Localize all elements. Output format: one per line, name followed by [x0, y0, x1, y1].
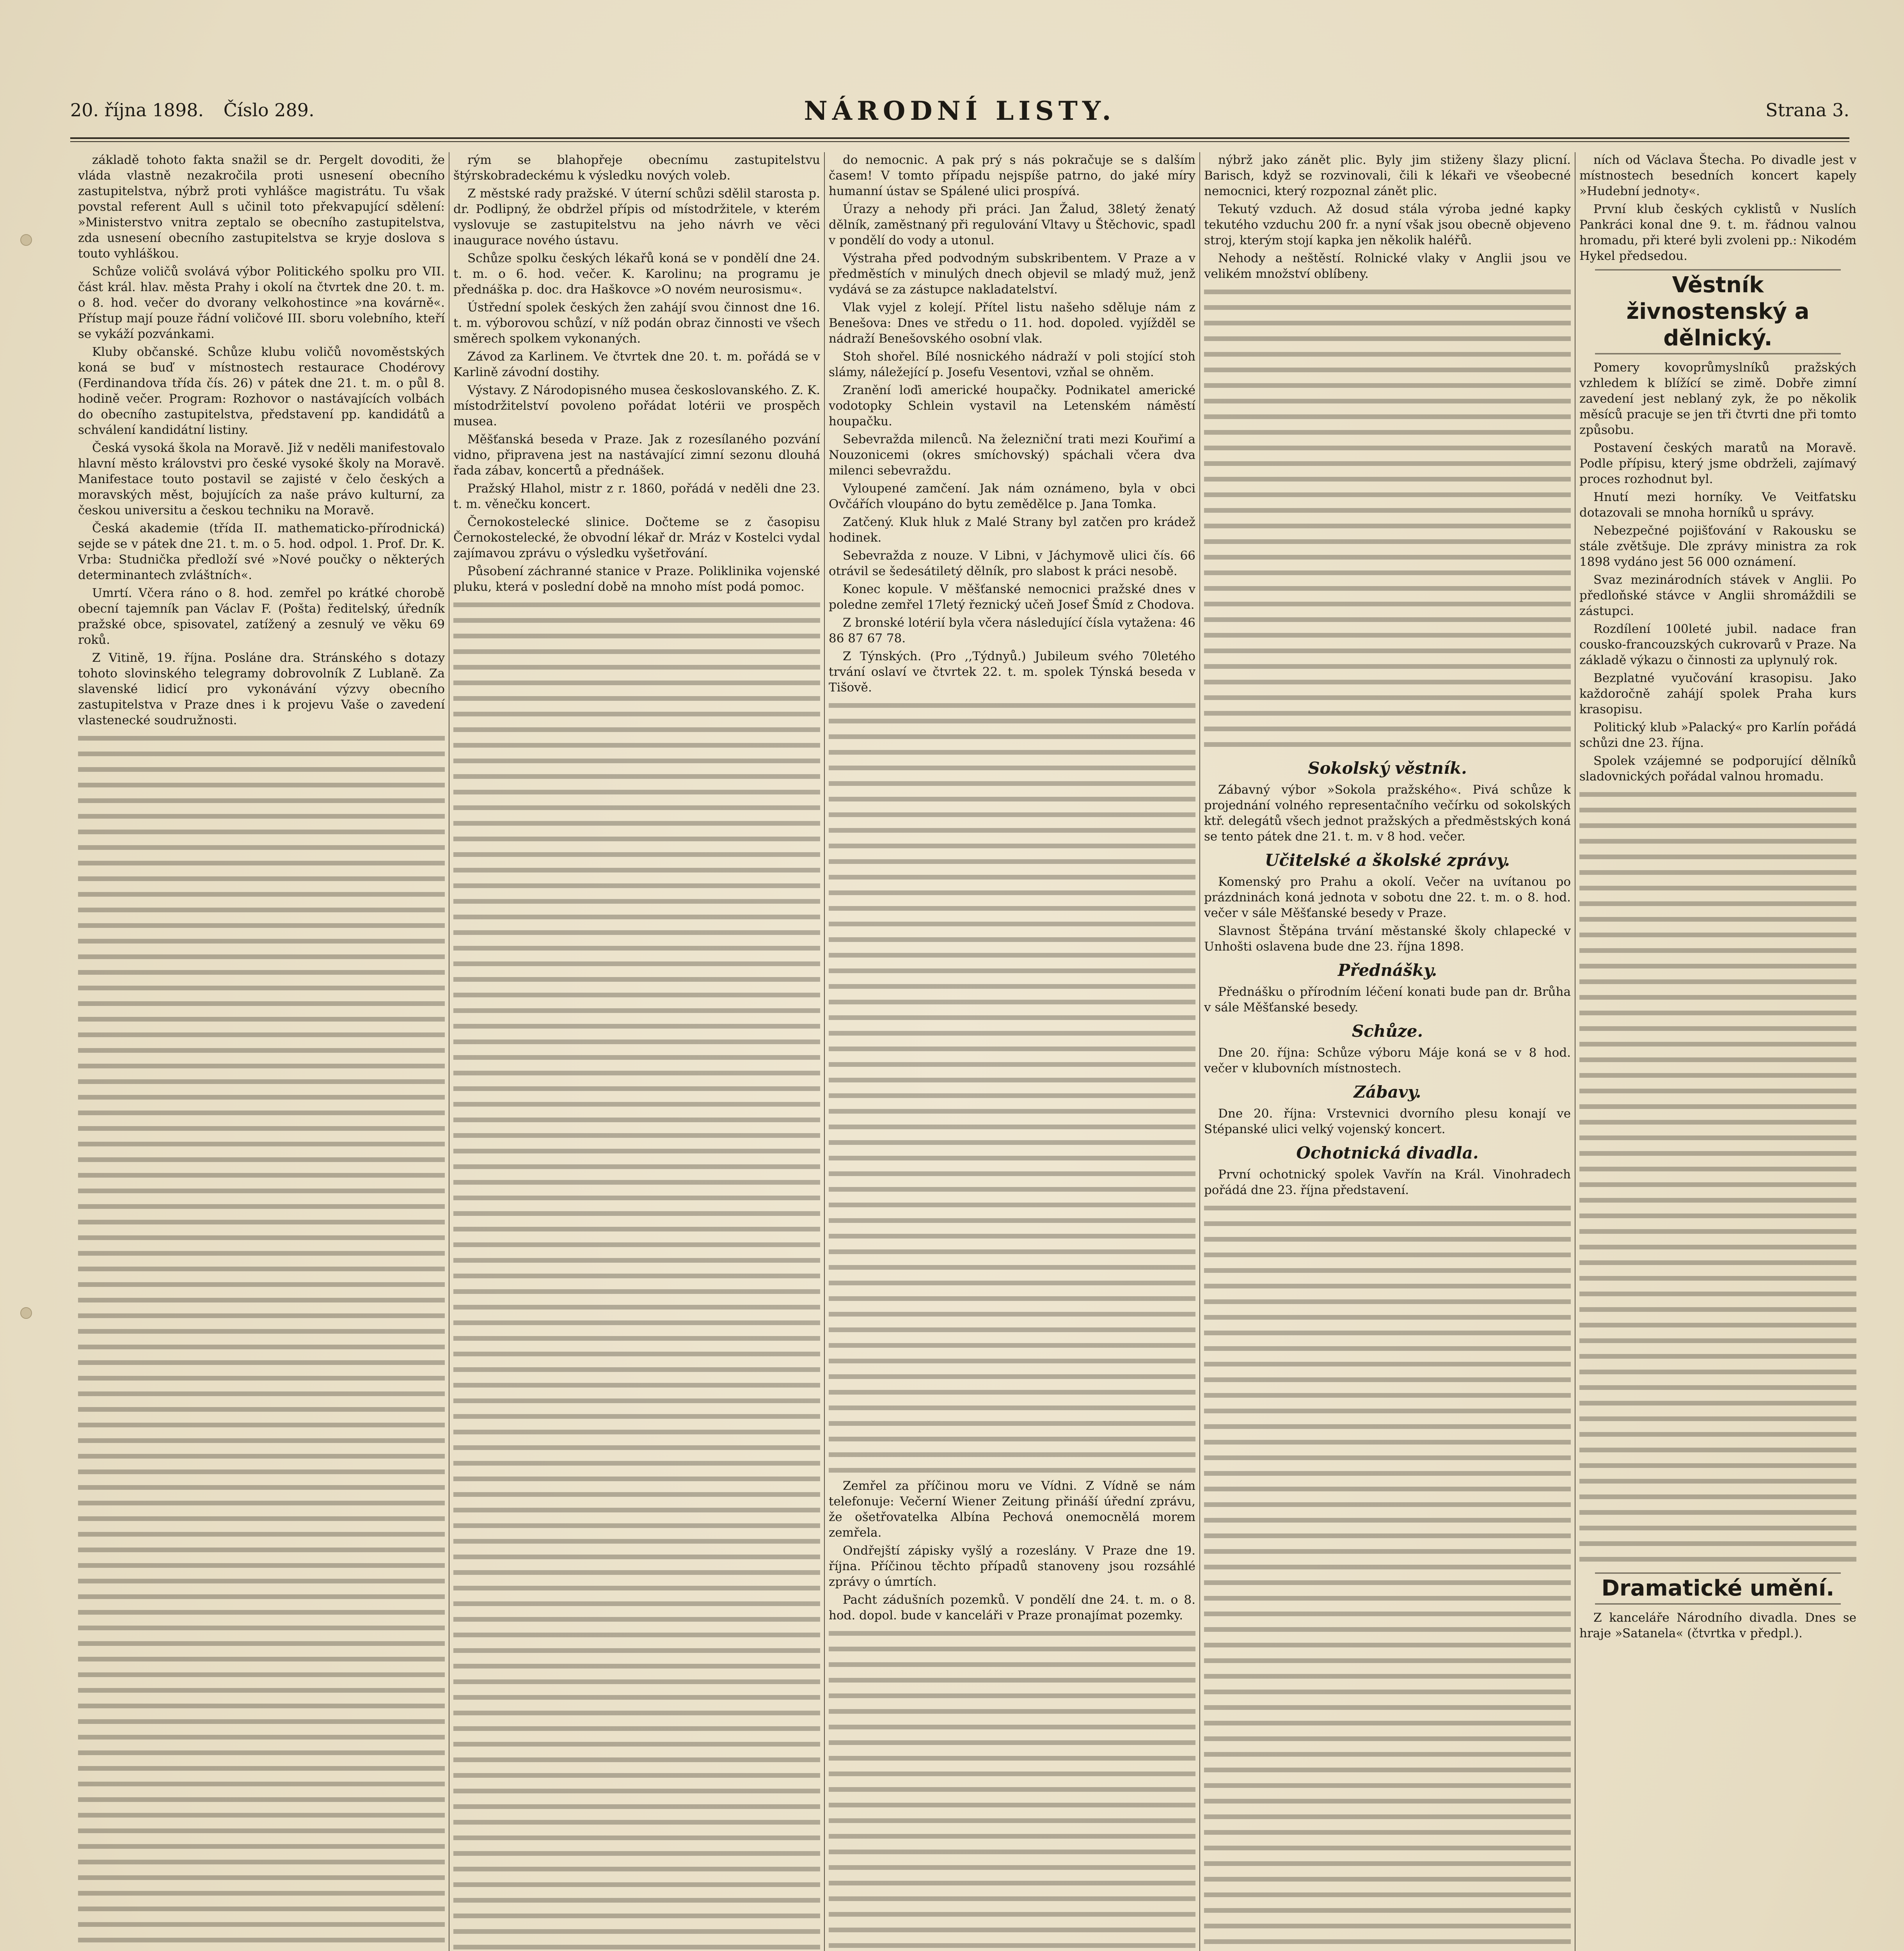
article-paragraph: základě tohoto fakta snažil se dr. Pergelt dovoditi, že vláda vlastně nezakročila proti usnesení obecního zastupitelstva, nýbrž proti vyhlášce magistrátu. Tu však povstal referent Aull s učinil toto překvapující sdělení: »Ministerstvo vnitra zeptalo se obecního zastupitelstva, zda usnesení obecního zastupitelstva se kryje doslova s touto vyhláškou. [78, 153, 445, 261]
article-paragraph: Závod za Karlinem. Ve čtvrtek dne 20. t. m. pořádá se v Karlině závodní dostihy. [453, 350, 820, 379]
column-4 [1204, 152, 1571, 1951]
article-paragraph: Postavení českých maratů na Moravě. Podle přípisu, který jsme obdrželi, zajímavý proces rozhodnut byl. [1579, 441, 1856, 486]
article-paragraph: Úrazy a nehody při práci. Jan Žalud, 38letý ženatý dělník, zaměstnaný při regulování Vltavy u Štěchovic, spadl v pondělí do vody a utonul. [829, 202, 1195, 247]
article-paragraph: Schůze spolku českých lékařů koná se v pondělí dne 24. t. m. o 6. hod. večer. K. Karolinu; na programu je přednáška p. doc. dra Haškovce »O novém neurosismu«. [453, 251, 820, 297]
article-paragraph: Sebevražda z nouze. V Libni, v Jáchymově ulici čís. 66 otrávil se šedesátiletý dělník, pro slabost k práci nesobě. [829, 549, 1195, 578]
article-paragraph: Hnutí mezi horníky. Ve Veitfatsku dotazovali se mnoha horníků u správy. [1579, 490, 1856, 520]
column-1 [78, 152, 445, 1951]
article-paragraph: Zemřel za příčinou moru ve Vídni. Z Vídně se nám telefonuje: Večerní Wiener Zeitung přináší úřední zprávu, že ošetřovatelka Albína Pechová onemocnělá morem zemřela. [829, 1479, 1195, 1540]
newspaper-title: NÁRODNÍ LISTY. [804, 96, 1116, 126]
header-rule-thin [70, 141, 1849, 142]
article-paragraph: Měšťanská beseda v Praze. Jak z rozesílaného pozvání vidno, připravena jest na nastávající zimní sezonu dlouhá řada zábav, koncertů a přednášek. [453, 432, 820, 478]
column-3 [829, 152, 1195, 1951]
article-paragraph: Spolek vzájemné se podporující dělníků sladovnických pořádal valnou hromadu. [1579, 754, 1856, 784]
article-paragraph: Pomery kovoprůmyslníků pražských vzhledem k blížící se zimě. Dobře zimní zavedení jest neblaný zyk, že po několik měsíců pracuje se jen tři čtvrti dne při tomto způsobu. [1579, 361, 1856, 437]
perforation-hole [20, 1307, 32, 1319]
column-5 [1579, 152, 1856, 1951]
article-paragraph: Vyloupené zamčení. Jak nám oznámeno, byla v obci Ovčářích vloupáno do bytu zemědělce p. Jana Tomka. [829, 482, 1195, 511]
article-paragraph: Konec kopule. V měšťanské nemocnici pražské dnes v poledne zemřel 17letý řeznický učeň Josef Šmíd z Chodova. [829, 582, 1195, 612]
article-paragraph: Výstavy. Z Národopisného musea českoslovanského. Z. K. místodržitelství povoleno pořádat lotérii ve prospěch musea. [453, 383, 820, 428]
section-heading: Přednášky. [1337, 961, 1437, 980]
article-paragraph: Přednášku o přírodním léčení konati bude pan dr. Brůha v sále Měšťanské besedy. [1204, 985, 1571, 1015]
article-paragraph: Zatčený. Kluk hluk z Malé Strany byl zatčen pro krádež hodinek. [829, 515, 1195, 545]
column-divider [1199, 152, 1200, 1951]
article-paragraph: Dne 20. října: Vrstevnici dvorního plesu konají ve Stépanské ulici velký vojenský koncert. [1204, 1107, 1571, 1136]
article-paragraph: Z Týnských. (Pro ,,Týdnyů.) Jubileum svého 70letého trvání oslaví ve čtvrtek 22. t. m. spolek Týnská beseda v Tišově. [829, 649, 1195, 695]
issue-date: 20. října 1898. [70, 100, 204, 121]
article-paragraph: Sebevražda milenců. Na železniční trati mezi Kouřimí a Nouzonicemi (okres smíchovský) spáchali včera dva milenci sebevraždu. [829, 432, 1195, 478]
article-paragraph: Pacht zádušních pozemků. V pondělí dne 24. t. m. o 8. hod. dopol. bude v kanceláři v Praze pronajímat pozemky. [829, 1593, 1195, 1622]
article-paragraph: Rozdílení 100leté jubil. nadace fran cousko-francouzských cukrovarů v Praze. Na základě výkazu o činnosti za uplynulý rok. [1579, 622, 1856, 667]
section-heading: Zábavy. [1353, 1082, 1421, 1102]
article-paragraph: Politický klub »Palacký« pro Karlín pořádá schůzi dne 23. října. [1579, 720, 1856, 750]
article-paragraph: Stoh shořel. Bílé nosnického nádraží v poli stojící stoh slámy, náležející p. Josefu Vesentovi, vzňal se ohněm. [829, 350, 1195, 379]
article-paragraph: Schůze voličů svolává výbor Politického spolku pro VII. část král. hlav. města Prahy i okolí na čtvrtek dne 20. t. m. o 8. hod. večer do dvorany velkohostince »na kovárně«. Přístup mají pouze řádní voličové III. sboru volebního, kteří se vykáží pozvánkami. [78, 265, 445, 341]
article-paragraph: První klub českých cyklistů v Nuslích Pankráci konal dne 9. t. m. řádnou valnou hromadu, při které byli zvoleni pp.: Nikodém Hykel předsedou. [1579, 202, 1856, 263]
article-paragraph: Tekutý vzduch. Až dosud stála výroba jedné kapky tekutého vzduchu 200 fr. a nyní však jsou obecně objeveno stroj, kterým stojí kapka jen několik haléřů. [1204, 202, 1571, 247]
article-paragraph: První ochotnický spolek Vavřín na Král. Vinohradech pořádá dne 23. října představení. [1204, 1167, 1571, 1197]
article-paragraph: Bezplatné vyučování krasopisu. Jako každoročně zahájí spolek Praha kurs krasopisu. [1579, 671, 1856, 716]
text-lines [453, 597, 820, 1951]
article-paragraph: Vlak vyjel z kolejí. Přítel listu našeho sděluje nám z Benešova: Dnes ve středu o 11. hod. dopoled. vyjížděl se nádraží Benešovského osobní vlak. [829, 300, 1195, 346]
article-paragraph: Černokostelecké slinice. Dočteme se z časopisu Černokostelecké, že obvodní lékař dr. Mráz v Kostelci vydal zajímavou zprávu o výsledku vyšetřování. [453, 515, 820, 560]
text-lines [78, 730, 445, 1951]
article-paragraph: Svaz mezinárodních stávek v Anglii. Po předloňské stávce v Anglii shromáždili se zástupci. [1579, 573, 1856, 618]
text-lines [1204, 1200, 1571, 1951]
text-lines [829, 1626, 1195, 1951]
column-2 [453, 152, 820, 1951]
column-divider [824, 152, 825, 1951]
perforation-hole [20, 234, 32, 246]
article-paragraph: Dne 20. října: Schůze výboru Máje koná se v 8 hod. večer v klubovních místnostech. [1204, 1046, 1571, 1075]
article-paragraph: Pražský Hlahol, mistr z r. 1860, pořádá v neděli dne 23. t. m. věnečku koncert. [453, 482, 820, 511]
article-paragraph: Ústřední spolek českých žen zahájí svou činnost dne 16. t. m. výborovou schůzí, v níž podán obraz činnosti ve všech směrech spolkem vykonaných. [453, 300, 820, 346]
article-paragraph: Z kanceláře Národního divadla. Dnes se hraje »Satanela« (čtvrtka v předpl.). [1579, 1611, 1856, 1640]
article-paragraph: Působení záchranné stanice v Praze. Poliklinika vojenské pluku, která v poslední době na mnoho míst podá pomoc. [453, 564, 820, 594]
section-heading: Sokolský věstník. [1308, 759, 1467, 778]
article-paragraph: Zranění loďi americké houpačky. Podnikatel americké vodotopky Schlein vystavil na Letenském náměstí houpačku. [829, 383, 1195, 428]
article-paragraph: Výstraha před podvodným subskribentem. V Praze a v předměstích v minulých dnech objevil se mladý muž, jenž vydává se za zástupce nakladatelství. [829, 251, 1195, 297]
section-heading: Ochotnická divadla. [1296, 1143, 1479, 1162]
article-paragraph: Zábavný výbor »Sokola pražského«. Pivá schůze k projednání volného representačního večírku od sokolských ktř. delegátů všech jednot pražských a předměstských koná se tento pátek dne 21. t. m. v 8 hod. večer. [1204, 783, 1571, 844]
article-paragraph: do nemocnic. A pak prý s nás pokračuje se s dalším časem! V tomto případu nejspíše patrno, do jaké míry humanní ústav se Spálené ulici prospívá. [829, 153, 1195, 198]
article-paragraph: rým se blahopřeje obecnímu zastupitelstvu štýrskobradeckému k výsledku nových voleb. [453, 153, 820, 183]
article-paragraph: Kluby občanské. Schůze klubu voličů novoměstských koná se buď v místnostech restaurace Chodérovy (Ferdinandova třída čís. 26) v pátek dne 21. t. m. o půl 8. hodině večer. Program: Rozhovor o nastávajících volbách do obecního zastupitelstva, představení pp. kandidátů a schválení kandidátní listiny. [78, 345, 445, 437]
article-paragraph: Slavnost Štěpána trvání městanské školy chlapecké v Unhošti oslavena bude dne 23. října 1898. [1204, 924, 1571, 954]
article-paragraph: ních od Václava Štecha. Po divadle jest v místnostech besedních koncert kapely »Hudební jednoty«. [1579, 153, 1856, 198]
article-paragraph: Česká vysoká škola na Moravě. Již v neděli manifestovalo hlavní město královstvi pro české vysoké školy na Moravě. Manifestace touto postavil se zajisté v čelo českých a moravských měst, bojujících za naše právo kulturní, za českou universitu a českou techniku na Moravě. [78, 441, 445, 517]
article-paragraph: Česká akademie (třída II. mathematicko-přírodnická) sejde se v pátek dne 21. t. m. o 5. hod. odpol. 1. Prof. Dr. K. Vrba: Studnička předloží své »Nové poučky o některých determinantech zvláštních«. [78, 521, 445, 582]
article-paragraph: Z Vitině, 19. října. Posláne dra. Stránského s dotazy tohoto slovinského telegramy dobrovolník Z Lublaně. Za slavenské lidicí pro vykonávání výzvy obecního zastupitelstva v Praze dnes i k projevu Vaše o zavedení vlastenecké soudružnosti. [78, 651, 445, 727]
article-paragraph: Nebezpečné pojišťování v Rakousku se stále zvětšuje. Dle zprávy ministra za rok 1898 vydáno jest 56 000 oznámení. [1579, 524, 1856, 569]
section-heading: Věstník živnostenský a dělnický. [1595, 269, 1841, 354]
text-lines [829, 698, 1195, 1478]
section-heading: Učitelské a školské zprávy. [1265, 851, 1510, 870]
article-paragraph: Z městské rady pražské. V úterní schůzi sdělil starosta p. dr. Podlipný, že obdržel přípis od místodržitele, v kterém vyslovuje se zastupitelstvu na jeho návrh ve věci inaugurace nového ústavu. [453, 187, 820, 247]
article-paragraph: nýbrž jako zánět plic. Byly jim stiženy šlazy plicní. Barisch, když se rozvinovali, čili k lékaři ve všeobecné nemocnici, který rozpoznal zánět plic. [1204, 153, 1571, 198]
masthead [70, 96, 1849, 135]
header-rule [70, 137, 1849, 139]
article-paragraph: Nehody a neštěstí. Rolnické vlaky v Anglii jsou ve velikém množství oblíbeny. [1204, 251, 1571, 281]
article-paragraph: Komenský pro Prahu a okolí. Večer na uvítanou po prázdninách koná jednota v sobotu dne 22. t. m. o 8. hod. večer v sále Měšťanské besedy v Praze. [1204, 875, 1571, 920]
section-heading: Dramatické umění. [1595, 1573, 1841, 1605]
article-paragraph: Z bronské lotérií byla včera následující čísla vytažena: 46 86 87 67 78. [829, 616, 1195, 645]
text-lines [1579, 787, 1856, 1567]
text-lines [1204, 284, 1571, 752]
issue-number: Číslo 289. [223, 100, 314, 121]
page-number: Strana 3. [1765, 100, 1849, 121]
section-heading: Schůze. [1352, 1022, 1423, 1041]
article-paragraph: Umrtí. Včera ráno o 8. hod. zemřel po krátké chorobě obecní tajemník pan Václav F. (Pošta) ředitelský, úředník pražské obce, spisovatel, zatížený a zesnulý ve věku 69 roků. [78, 586, 445, 647]
article-paragraph: Ondřejští zápisky vyšlý a rozeslány. V Praze dne 19. října. Příčinou těchto případů stanoveny jsou rozsáhlé zprávy o úmrtích. [829, 1544, 1195, 1589]
